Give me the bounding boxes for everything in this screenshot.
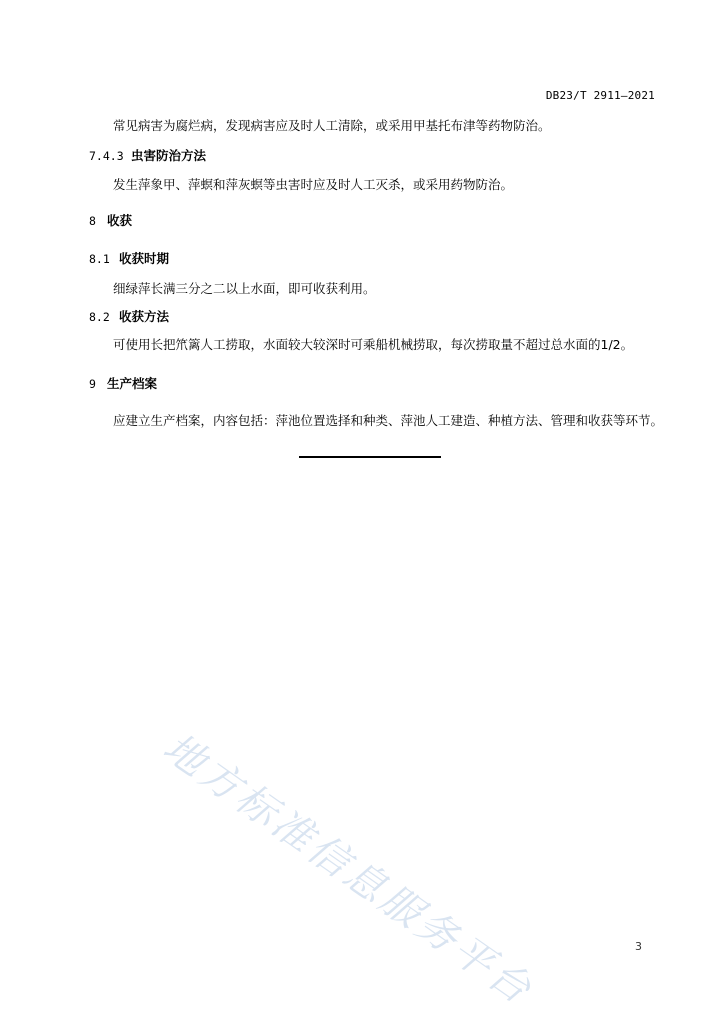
heading-number: 7.4.3 — [89, 149, 124, 163]
heading-9 — [89, 376, 157, 392]
paragraph-harvest-method: 可使用长把笊篱人工捞取，水面较大较深时可乘船机械捞取，每次捞取量不超过总水面的1/2。 — [113, 337, 634, 352]
heading-title: 生产档案 — [107, 376, 158, 391]
heading-number: 8.1 — [89, 252, 110, 266]
paragraph-disease-control: 常见病害为腐烂病，发现病害应及时人工清除，或采用甲基托布津等药物防治。 — [113, 118, 551, 133]
page-number: 3 — [635, 940, 642, 953]
heading-title: 收获 — [107, 213, 133, 228]
watermark: 地方标准信息服务平台 — [154, 724, 542, 1015]
paragraph-production-records: 应建立生产档案，内容包括：萍池位置选择和种类、萍池人工建造、种植方法、管理和收获等环节。 — [113, 413, 664, 428]
heading-title: 收获时期 — [119, 251, 170, 266]
heading-7-4-3 — [89, 148, 206, 164]
heading-8-1 — [89, 251, 169, 267]
heading-8 — [89, 213, 132, 229]
paragraph-pest-control: 发生萍象甲、萍螟和萍灰螟等虫害时应及时人工灭杀，或采用药物防治。 — [113, 177, 514, 192]
heading-title: 收获方法 — [119, 309, 170, 324]
heading-number: 8 — [89, 214, 96, 228]
heading-number: 9 — [89, 377, 96, 391]
end-of-document-rule — [299, 456, 441, 458]
heading-title: 虫害防治方法 — [131, 148, 207, 163]
paragraph-harvest-time: 细绿萍长满三分之二以上水面，即可收获利用。 — [113, 281, 376, 296]
heading-number: 8.2 — [89, 310, 110, 324]
heading-8-2 — [89, 309, 169, 325]
document-code: DB23/T 2911—2021 — [545, 89, 655, 102]
